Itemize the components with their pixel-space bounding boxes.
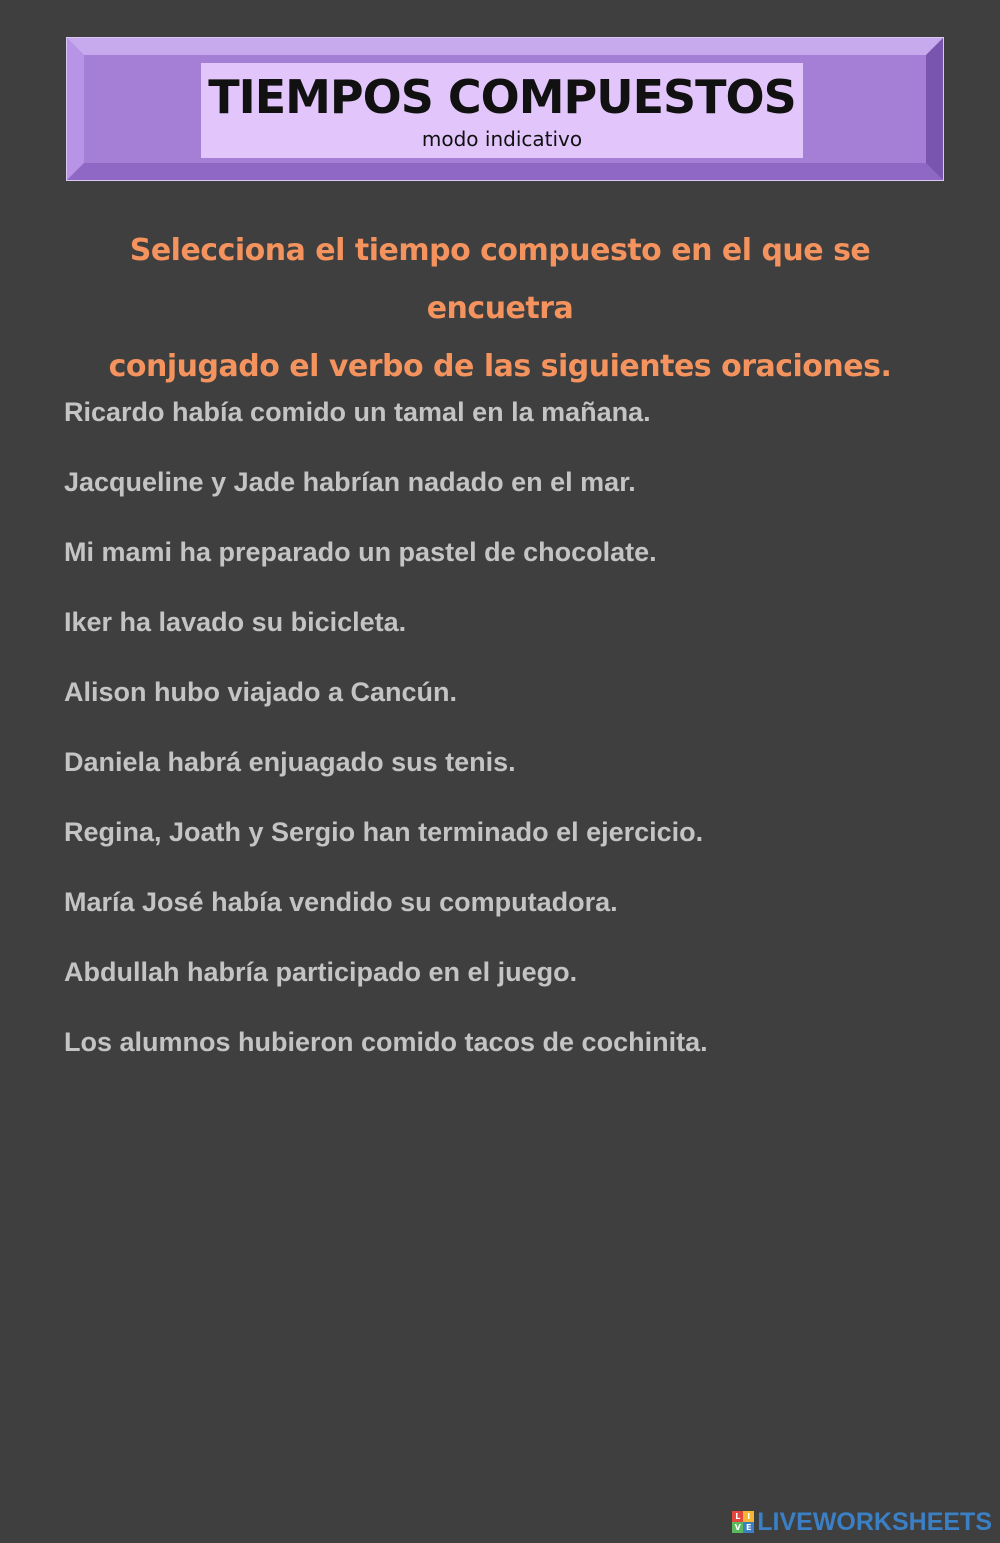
sentence-item[interactable]: Regina, Joath y Sergio han terminado el ejercicio. xyxy=(64,817,704,847)
instructions-line-2: conjugado el verbo de las siguientes oraciones. xyxy=(108,349,892,384)
instructions xyxy=(60,222,940,396)
liveworksheets-logo-text: LIVEWORKSHEETS xyxy=(757,1507,992,1536)
sentence-item[interactable]: Mi mami ha preparado un pastel de chocolate. xyxy=(64,537,657,567)
logo-mark-letter: I xyxy=(743,1511,754,1522)
title-box xyxy=(201,63,803,158)
sentence-item[interactable]: Jacqueline y Jade habrían nadado en el mar. xyxy=(64,467,636,497)
liveworksheets-logo[interactable] xyxy=(732,1509,992,1535)
sentence-item[interactable]: Ricardo había comido un tamal en la mañana. xyxy=(64,397,651,427)
sentence-list xyxy=(64,390,708,1090)
sentence-item[interactable]: Iker ha lavado su bicicleta. xyxy=(64,607,407,637)
sentence-item[interactable]: Daniela habrá enjuagado sus tenis. xyxy=(64,747,516,777)
sentence-item[interactable]: Los alumnos hubieron comido tacos de cochinita. xyxy=(64,1027,708,1057)
instructions-line-1: Selecciona el tiempo compuesto en el que se encuetra xyxy=(129,233,871,326)
logo-mark-letter: E xyxy=(743,1522,754,1533)
sentence-item[interactable]: María José había vendido su computadora. xyxy=(64,887,618,917)
sentence-item[interactable]: Alison hubo viajado a Cancún. xyxy=(64,677,458,707)
liveworksheets-logo-icon xyxy=(732,1511,754,1533)
sentence-item[interactable]: Abdullah habría participado en el juego. xyxy=(64,957,578,987)
logo-mark-letter: L xyxy=(732,1511,743,1522)
logo-mark-letter: V xyxy=(732,1522,743,1533)
page-subtitle: modo indicativo xyxy=(421,127,583,151)
page-title: TIEMPOS COMPUESTOS xyxy=(208,70,796,124)
